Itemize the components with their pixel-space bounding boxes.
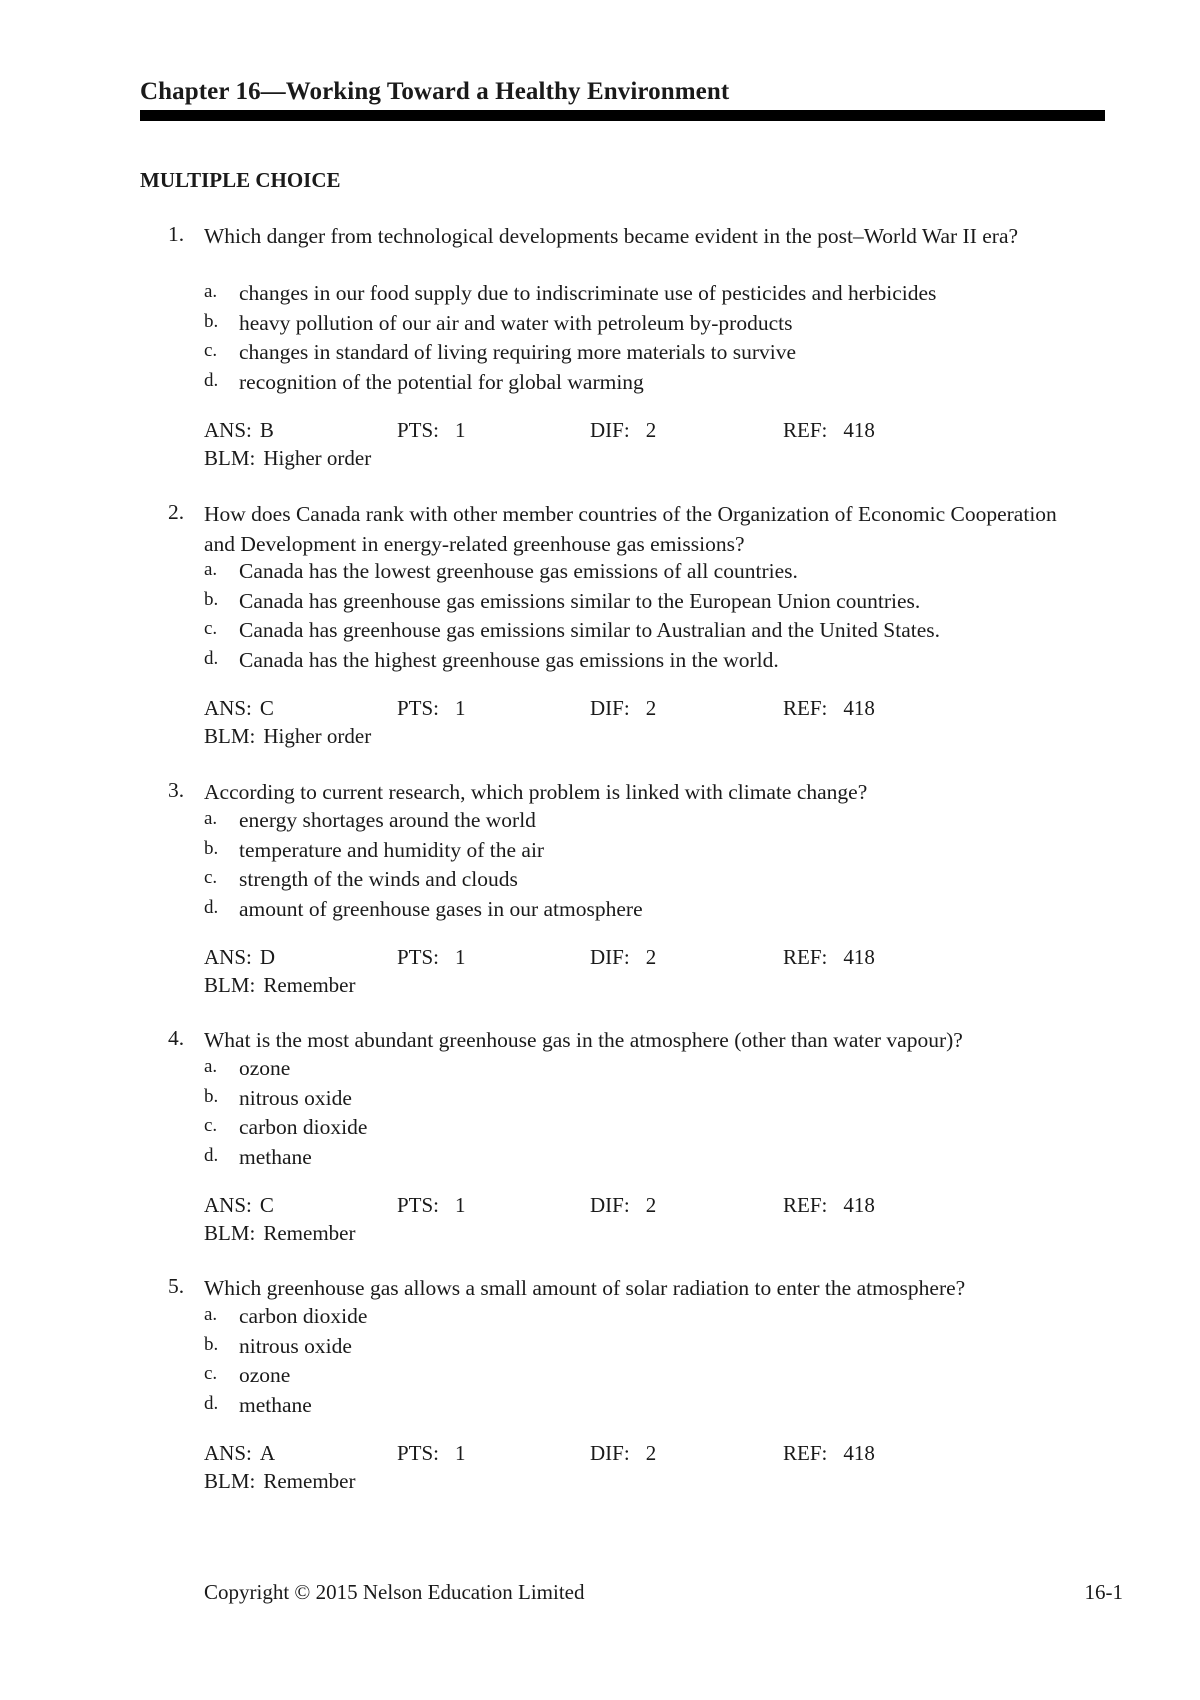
option-letter: c. (204, 340, 218, 361)
option-text: ozone (239, 1363, 291, 1387)
points-value: 1 (455, 945, 466, 969)
difficulty-label: DIF: (590, 1441, 630, 1465)
option-text: changes in our food supply due to indiscriminate use of pesticides and herbicides (239, 281, 937, 305)
answer-value: B (259, 418, 274, 442)
title-rule (140, 110, 1105, 121)
answer-label: ANS: (204, 945, 252, 969)
option-a (204, 808, 1084, 838)
footer-page-number: 16-1 (1084, 1580, 1123, 1604)
option-b (204, 1086, 1084, 1116)
answer-metadata (204, 418, 1084, 474)
reference-label: REF: (783, 945, 828, 969)
question-stem: What is the most abundant greenhouse gas in the atmosphere (other than water vapour)? (204, 1028, 963, 1052)
difficulty-field (590, 696, 656, 721)
blm-label: BLM: (204, 1221, 256, 1245)
difficulty-label: DIF: (590, 696, 630, 720)
answer-label: ANS: (204, 418, 252, 442)
answer-value: C (259, 696, 274, 720)
option-letter: b. (204, 588, 219, 610)
answer-options (204, 1304, 1084, 1422)
blm-value: Higher order (263, 724, 372, 748)
difficulty-value: 2 (645, 1193, 657, 1217)
section-heading: MULTIPLE CHOICE (140, 168, 341, 192)
answer-label: ANS: (204, 1193, 252, 1217)
answer-value: C (259, 1193, 274, 1217)
question-number: 3. (168, 778, 185, 802)
option-b (204, 838, 1084, 868)
answer-value: D (259, 945, 276, 969)
question-stem: How does Canada rank with other member countries of the Organization of Economic Cooperation and Development in energy-related greenhouse gas emissions? (204, 502, 1057, 556)
question-stem: Which danger from technological developments became evident in the post–World War II era? (204, 224, 1019, 248)
option-letter: b. (204, 837, 219, 859)
answer-field (204, 418, 274, 443)
answer-metadata (204, 945, 1084, 1001)
answer-metadata (204, 1193, 1084, 1249)
question-stem: According to current research, which problem is linked with climate change? (204, 780, 868, 804)
option-a (204, 559, 1084, 589)
option-d (204, 1393, 1084, 1423)
difficulty-field (590, 945, 656, 970)
option-letter: a. (204, 808, 218, 829)
option-letter: a. (204, 281, 218, 302)
points-value: 1 (455, 696, 466, 720)
option-letter: d. (204, 647, 219, 669)
difficulty-value: 2 (645, 418, 657, 442)
reference-label: REF: (783, 696, 828, 720)
option-text: energy shortages around the world (239, 808, 536, 832)
answer-field (204, 696, 274, 721)
blm-label: BLM: (204, 446, 256, 470)
option-letter: d. (204, 1392, 219, 1414)
points-field (397, 418, 466, 443)
option-text: heavy pollution of our air and water with petroleum by-products (239, 310, 793, 335)
difficulty-label: DIF: (590, 945, 630, 969)
option-letter: c. (204, 1363, 218, 1384)
option-c (204, 1115, 1084, 1145)
points-label: PTS: (397, 1193, 440, 1217)
option-c (204, 618, 1084, 648)
option-b (204, 1334, 1084, 1364)
option-letter: c. (204, 867, 218, 888)
option-text: changes in standard of living requiring more materials to survive (239, 340, 797, 364)
points-field (397, 1441, 466, 1466)
reference-field (783, 696, 875, 721)
blm-field (204, 1469, 355, 1494)
option-text: carbon dioxide (239, 1304, 368, 1328)
blm-label: BLM: (204, 1469, 256, 1493)
option-letter: a. (204, 559, 218, 580)
option-b (204, 311, 1084, 341)
blm-field (204, 973, 355, 998)
reference-value: 418 (843, 945, 875, 969)
question-number: 1. (168, 222, 185, 246)
reference-field (783, 1193, 875, 1218)
points-field (397, 696, 466, 721)
difficulty-value: 2 (645, 1441, 657, 1465)
question-number: 4. (168, 1026, 185, 1050)
reference-field (783, 1441, 875, 1466)
option-text: ozone (239, 1056, 291, 1080)
option-text: Canada has the highest greenhouse gas emissions in the world. (239, 647, 779, 672)
option-text: temperature and humidity of the air (239, 837, 545, 862)
option-letter: d. (204, 369, 219, 391)
points-field (397, 945, 466, 970)
option-text: methane (239, 1392, 312, 1417)
difficulty-value: 2 (645, 696, 657, 720)
points-label: PTS: (397, 1441, 440, 1465)
reference-label: REF: (783, 1193, 828, 1217)
reference-value: 418 (843, 1441, 875, 1465)
difficulty-label: DIF: (590, 418, 630, 442)
answer-metadata (204, 696, 1084, 752)
question-number: 2. (168, 500, 185, 524)
answer-label: ANS: (204, 1441, 252, 1465)
option-letter: d. (204, 896, 219, 918)
answer-field (204, 1193, 274, 1218)
points-value: 1 (455, 1441, 466, 1465)
answer-value: A (259, 1441, 276, 1465)
answer-metadata (204, 1441, 1084, 1497)
reference-field (783, 945, 875, 970)
option-b (204, 589, 1084, 619)
option-letter: a. (204, 1056, 218, 1077)
option-text: nitrous oxide (239, 1085, 352, 1110)
blm-field (204, 724, 371, 749)
reference-label: REF: (783, 1441, 828, 1465)
reference-field (783, 418, 875, 443)
blm-label: BLM: (204, 724, 256, 748)
reference-value: 418 (843, 418, 875, 442)
option-text: Canada has greenhouse gas emissions similar to the European Union countries. (239, 588, 921, 613)
chapter-title: Chapter 16—Working Toward a Healthy Environment (140, 78, 730, 105)
option-letter: d. (204, 1144, 219, 1166)
blm-label: BLM: (204, 973, 256, 997)
option-a (204, 1304, 1084, 1334)
difficulty-label: DIF: (590, 1193, 630, 1217)
option-d (204, 370, 1084, 400)
option-text: recognition of the potential for global warming (239, 369, 644, 394)
answer-field (204, 945, 275, 970)
answer-options (204, 559, 1084, 677)
footer-copyright: Copyright © 2015 Nelson Education Limited (204, 1580, 585, 1604)
option-d (204, 897, 1084, 927)
answer-options (204, 1056, 1084, 1174)
question-number: 5. (168, 1274, 185, 1298)
points-label: PTS: (397, 945, 440, 969)
option-c (204, 340, 1084, 370)
points-label: PTS: (397, 418, 440, 442)
reference-value: 418 (843, 696, 875, 720)
blm-value: Remember (263, 1221, 356, 1245)
option-a (204, 281, 1084, 311)
option-d (204, 1145, 1084, 1175)
option-text: amount of greenhouse gases in our atmosphere (239, 896, 643, 921)
answer-field (204, 1441, 275, 1466)
difficulty-field (590, 1441, 656, 1466)
reference-label: REF: (783, 418, 828, 442)
option-text: Canada has greenhouse gas emissions similar to Australian and the United States. (239, 618, 940, 642)
option-text: strength of the winds and clouds (239, 867, 518, 891)
points-value: 1 (455, 418, 466, 442)
points-field (397, 1193, 466, 1218)
points-label: PTS: (397, 696, 440, 720)
blm-field (204, 1221, 355, 1246)
option-letter: b. (204, 310, 219, 332)
option-text: nitrous oxide (239, 1333, 352, 1358)
option-c (204, 1363, 1084, 1393)
question-stem: Which greenhouse gas allows a small amount of solar radiation to enter the atmosphere? (204, 1276, 966, 1300)
option-a (204, 1056, 1084, 1086)
answer-options (204, 808, 1084, 926)
blm-field (204, 446, 371, 471)
option-d (204, 648, 1084, 678)
answer-label: ANS: (204, 696, 252, 720)
option-letter: b. (204, 1333, 219, 1355)
points-value: 1 (455, 1193, 466, 1217)
difficulty-value: 2 (645, 945, 657, 969)
option-text: Canada has the lowest greenhouse gas emissions of all countries. (239, 559, 798, 583)
option-letter: c. (204, 618, 218, 639)
reference-value: 418 (843, 1193, 875, 1217)
difficulty-field (590, 1193, 656, 1218)
option-c (204, 867, 1084, 897)
answer-options (204, 281, 1084, 399)
option-text: methane (239, 1144, 312, 1169)
option-text: carbon dioxide (239, 1115, 368, 1139)
blm-value: Higher order (263, 446, 372, 470)
option-letter: b. (204, 1085, 219, 1107)
difficulty-field (590, 418, 656, 443)
blm-value: Remember (263, 973, 356, 997)
blm-value: Remember (263, 1469, 356, 1493)
option-letter: a. (204, 1304, 218, 1325)
option-letter: c. (204, 1115, 218, 1136)
